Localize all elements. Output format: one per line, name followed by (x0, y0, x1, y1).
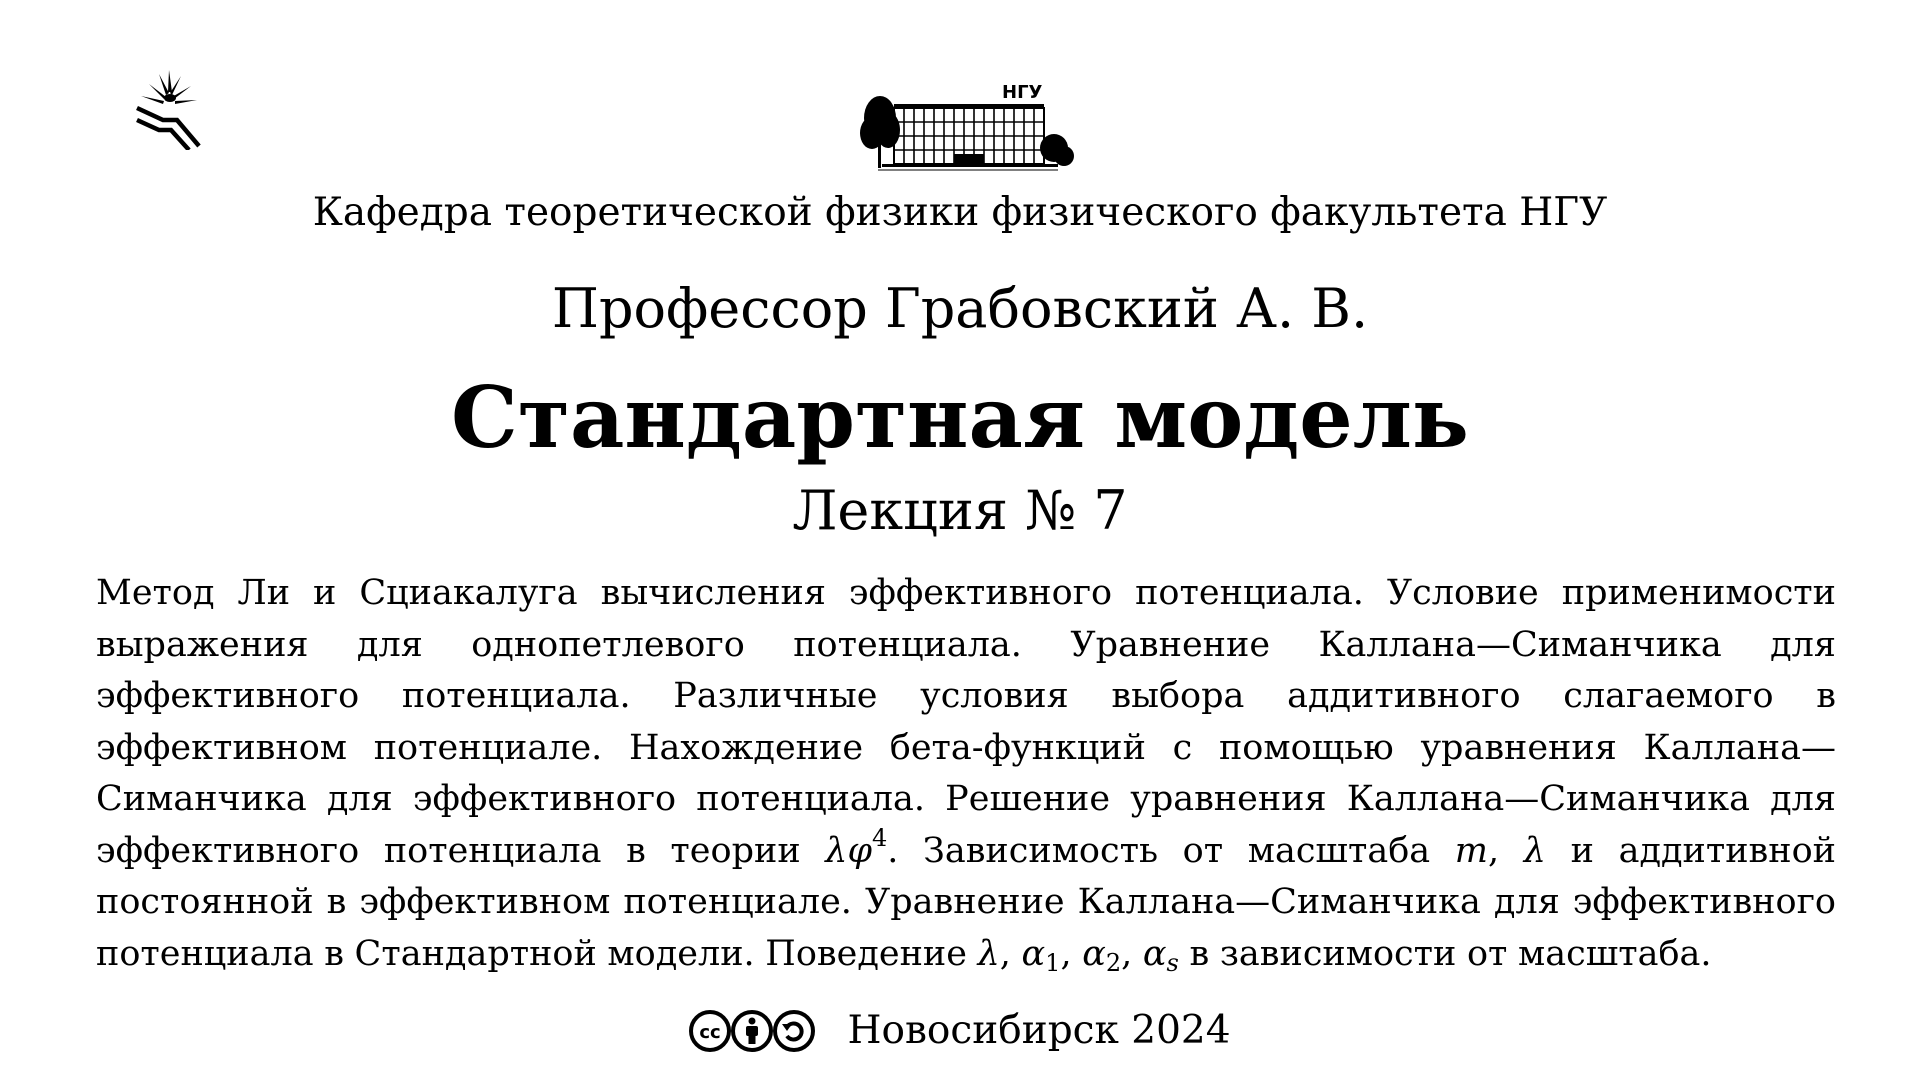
math-alpha-1: α (1021, 933, 1046, 974)
ngu-building-icon (858, 78, 1074, 174)
cc-by-sa-icon (689, 1009, 815, 1053)
abstract-text-3: , (1487, 830, 1524, 871)
math-alpha-1-sub: 1 (1045, 948, 1061, 977)
lecture-number: Лекция № 7 (792, 479, 1128, 542)
footer (0, 1004, 1920, 1058)
abstract-text-6: , (1060, 933, 1083, 974)
city-year: Новосибирск 2024 (847, 1008, 1231, 1053)
math-lambda-phi: λφ (825, 830, 872, 871)
abstract-text-1: Метод Ли и Сциакалуга вычисления эффективного потенциала. Условие применимости выражения для однопетлевого потенциала. Уравнение Каллана—Симанчика для эффективного потенциала. Различные условия выбора аддитивного слагаемого в эффективном потенциале. Нахождение бета-функций с помощью уравнения Каллана—Симанчика для эффективного потенциала. Решение уравнения Каллана—Симанчика для эффективного потенциала в теории (96, 573, 1836, 871)
lecture-abstract (96, 568, 1836, 980)
svg-text:cc: cc (699, 1022, 722, 1043)
abstract-text-5: , (999, 933, 1022, 974)
abstract-text-7: , (1121, 933, 1143, 974)
math-alpha-s: α (1142, 933, 1167, 974)
ff-emblem-icon (135, 68, 205, 150)
math-lambda: λ (1523, 830, 1546, 871)
author-line: Профессор Грабовский А. В. (551, 277, 1369, 340)
ngu-logo-text: НГУ (1002, 82, 1043, 103)
math-m: m (1454, 830, 1488, 871)
abstract-text-2: . Зависимость от масштаба (887, 830, 1455, 871)
department-line: Кафедра теоретической физики физического факультета НГУ (312, 190, 1608, 235)
math-phi-power: 4 (872, 823, 888, 852)
abstract-text-8: в зависимости от масштаба. (1178, 933, 1712, 974)
math-alpha-2: α (1082, 933, 1106, 974)
math-alpha-s-sub: s (1166, 948, 1179, 977)
math-alpha-2-sub: 2 (1105, 948, 1122, 977)
abstract-text-4: и аддитивной постоянной в эффективном потенциале. Уравнение Каллана—Симанчика для эффективного потенциала в Стандартной модели. Поведение (96, 830, 1836, 974)
math-lambda-2: λ (977, 933, 1000, 974)
document-title: Стандартная модель (451, 368, 1469, 467)
